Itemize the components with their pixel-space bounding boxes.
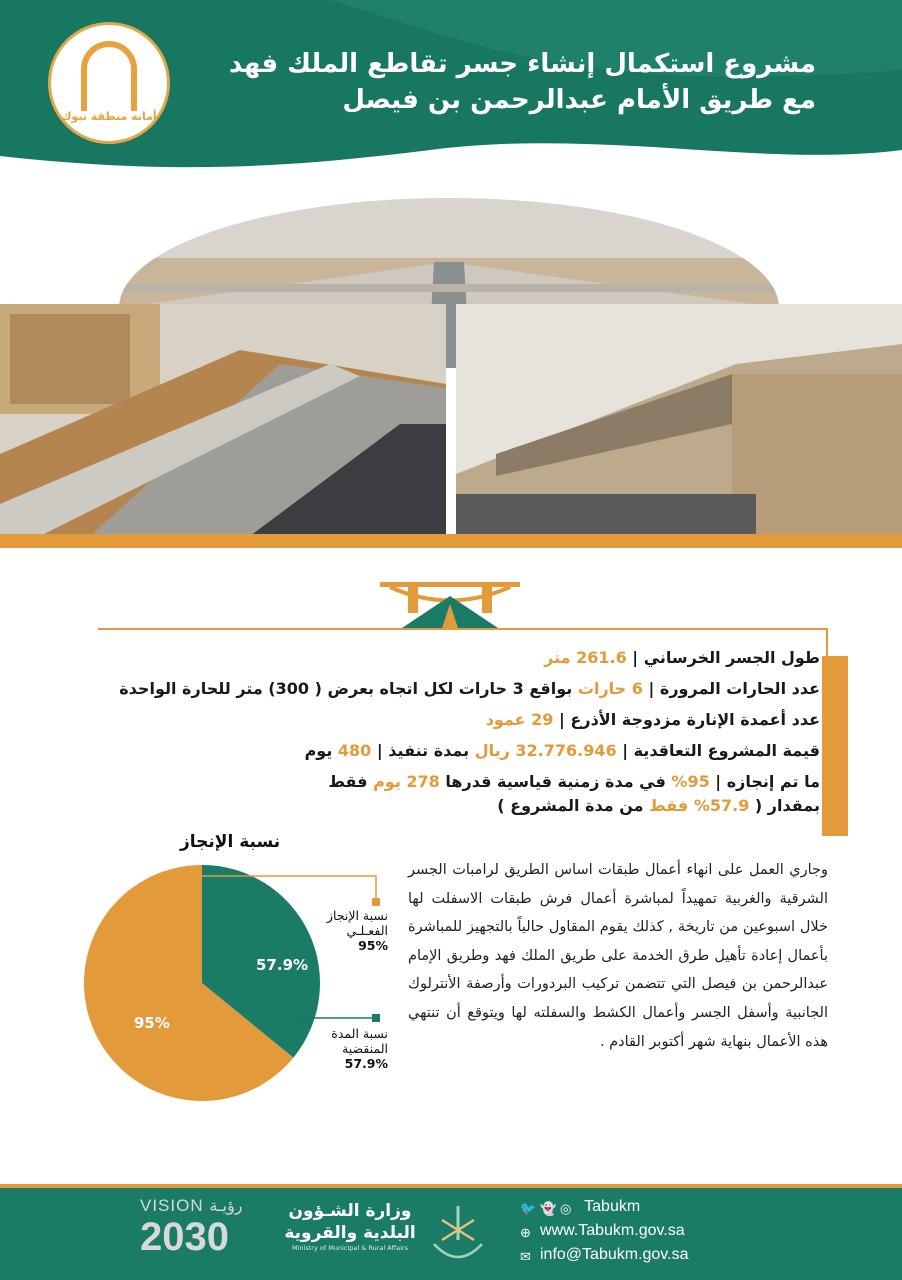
pie-label-actual: 95% — [134, 1014, 170, 1032]
completion-pie-chart — [82, 848, 402, 1118]
stats-block — [98, 628, 828, 818]
stat-duration-ratio: بمقدار ( 57.9% فقط من مدة المشروع ) — [497, 796, 820, 815]
footer-accent — [0, 1184, 902, 1188]
legend-elapsed: نسبة المدة المنقضية 57.9% — [331, 1026, 388, 1071]
stat-contract-value: قيمة المشروع التعاقدية | 32.776.946 ريال بمدة تنفيذ | 480 يوم — [304, 741, 820, 760]
legend-marker-elapsed — [372, 1014, 380, 1022]
globe-icon: ⊕ — [520, 1225, 531, 1240]
gold-divider — [0, 534, 902, 548]
stat-light-poles: عدد أعمدة الإنارة مزدوجة الأذرع | 29 عمود — [485, 710, 820, 729]
saudi-emblem-icon — [428, 1200, 488, 1264]
email-text: info@Tabukm.gov.sa — [540, 1246, 689, 1263]
header — [0, 0, 902, 175]
stat-completion: ما تم إنجازه | 95% في مدة زمنية قياسية قدرها 278 يوم فقط — [328, 772, 820, 791]
photo-left — [0, 304, 446, 536]
title-line-1: مشروع استكمال إنشاء جسر تقاطع الملك فهد — [228, 49, 816, 79]
amanah-logo — [48, 22, 170, 144]
vision-2030-logo: VISION رؤيـة 2030 — [140, 1196, 243, 1259]
legend-actual: نسبة الإنجاز الفعـلـي 95% — [326, 908, 388, 953]
website-link[interactable] — [520, 1222, 685, 1240]
legend-marker-actual — [372, 898, 380, 906]
stat-bridge-length: طول الجسر الخرساني | 261.6 متر — [544, 648, 820, 667]
page-title — [216, 46, 816, 118]
snapchat-icon[interactable]: 👻 — [540, 1201, 557, 1216]
logo-text: أمانة منطقة تبوك — [61, 110, 157, 123]
social-handle[interactable] — [520, 1198, 640, 1216]
chart-title: نسبة الإنجاز — [180, 832, 281, 852]
photo-right — [456, 304, 902, 536]
pie-label-elapsed: 57.9% — [256, 956, 309, 974]
description-paragraph: وجاري العمل على انهاء أعمال طبقات اساس الطريق لرامبات الجسر الشرقية والغربية تمهيداً لمباشرة أعمال فرش طبقات الاسفلت لها خلال اسبوعين من تاريخة , كذلك يقوم المقاول حالياً بالتجهيز للمباشرة بأعمال إعادة تأهيل طرق الخدمة على طريق الملك فهد وطريق الإمام عبدالرحمن بن فيصل التي تتضمن تركيب البردورات وأرصفة الأنترلوك الجانبية وأسفل الجسر وأعمال الكشط والسفلته لها ويتوقع أن تنتهي هذه الأعمال بنهاية شهر أكتوبر القادم . — [408, 862, 828, 1050]
bridge-emblem-icon — [380, 574, 520, 628]
stat-lanes: عدد الحارات المرورة | 6 حارات بواقع 3 حارات لكل اتجاه بعرض ( 300) متر للحارة الواحدة — [119, 679, 820, 698]
ministry-logo: وزارة الشـؤون البلدية والقروية Ministry of Municipal & Rural Affairs — [284, 1201, 416, 1252]
title-line-2: مع طريق الأمام عبدالرحمن بن فيصل — [342, 85, 816, 115]
website-text: www.Tabukm.gov.sa — [540, 1222, 685, 1239]
instagram-icon[interactable]: ◎ — [560, 1201, 572, 1216]
pie-svg — [82, 848, 402, 1118]
twitter-icon[interactable]: 🐦 — [520, 1201, 537, 1216]
email-link[interactable] — [520, 1246, 688, 1264]
social-handle-text: Tabukm — [584, 1198, 641, 1215]
email-icon: ✉ — [520, 1249, 531, 1264]
